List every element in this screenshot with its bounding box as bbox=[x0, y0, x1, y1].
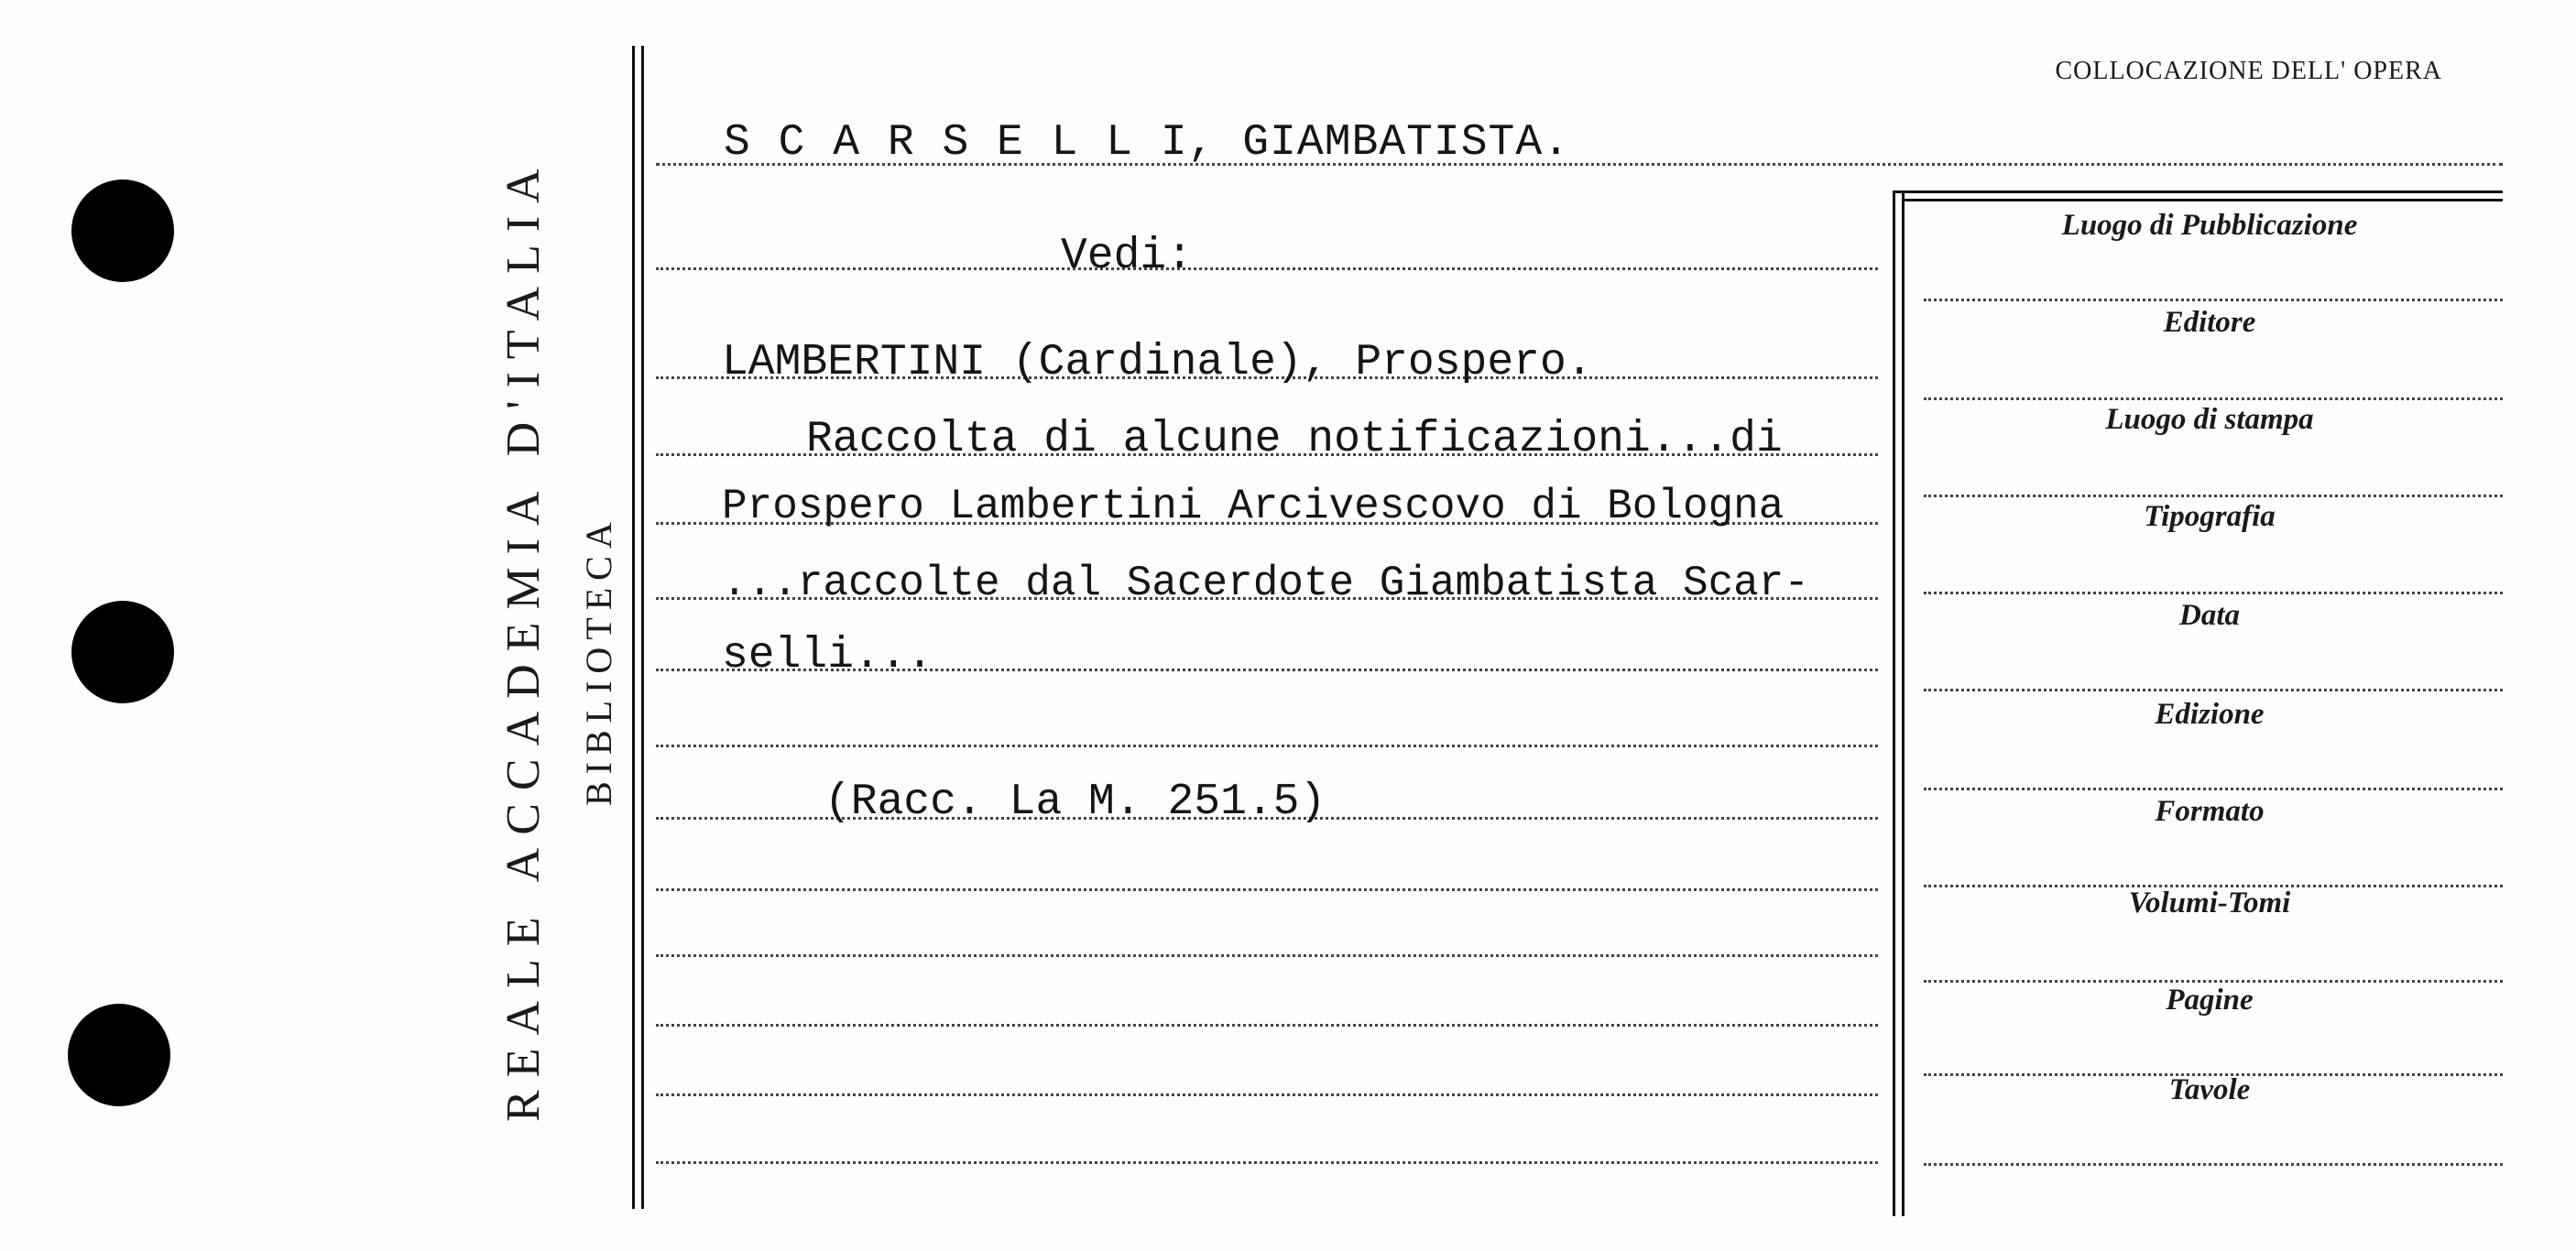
left-rule bbox=[632, 46, 635, 1209]
field-label-edizione: Edizione bbox=[2155, 698, 2265, 731]
field-line bbox=[1924, 980, 2503, 983]
field-panel-top-rule bbox=[1893, 190, 2503, 193]
field-line bbox=[1924, 592, 2503, 594]
shelfmark: (Racc. La M. 251.5) bbox=[824, 778, 1326, 827]
left-rule bbox=[641, 46, 644, 1209]
field-line bbox=[1924, 1163, 2503, 1166]
ruled-line bbox=[656, 954, 1878, 957]
field-line bbox=[1924, 689, 2503, 691]
field-label-luogo-pubblicazione: Luogo di Pubblicazione bbox=[2061, 209, 2358, 242]
referenced-author: LAMBERTINI (Cardinale), Prospero. bbox=[722, 338, 1593, 387]
field-label-tipografia: Tipografia bbox=[2144, 500, 2276, 533]
see-reference: Vedi: bbox=[1061, 232, 1194, 281]
field-label-formato: Formato bbox=[2155, 795, 2265, 828]
punch-hole-bottom bbox=[68, 1004, 170, 1106]
field-label-data: Data bbox=[2179, 599, 2240, 632]
title-line: Raccolta di alcune notificazioni...di bbox=[806, 415, 1783, 464]
field-line bbox=[1924, 397, 2503, 400]
collocation-label: COLLOCAZIONE DELL' OPERA bbox=[2055, 57, 2442, 85]
field-panel-top-rule bbox=[1902, 199, 2503, 201]
ruled-line bbox=[656, 1161, 1878, 1164]
institution-name: REALE ACCADEMIA D'ITALIA bbox=[497, 156, 550, 1122]
punch-hole-top bbox=[71, 179, 174, 282]
ruled-line bbox=[656, 1024, 1878, 1027]
entry-heading: S C A R S E L L I, GIAMBATISTA. bbox=[724, 118, 1570, 168]
ruled-line bbox=[656, 745, 1878, 747]
title-line: Prospero Lambertini Arcivescovo di Bologna bbox=[722, 483, 1785, 530]
punch-hole-middle bbox=[71, 601, 174, 703]
field-label-volumi-tomi: Volumi-Tomi bbox=[2128, 887, 2291, 919]
field-line bbox=[1924, 495, 2503, 497]
field-line bbox=[1924, 299, 2503, 301]
field-line bbox=[1924, 788, 2503, 790]
field-label-tavole: Tavole bbox=[2168, 1073, 2251, 1106]
title-line: selli... bbox=[722, 631, 933, 680]
title-line: ...raccolte dal Sacerdote Giambatista Scar- bbox=[722, 560, 1809, 607]
field-panel-rule bbox=[1902, 190, 1905, 1216]
ruled-line bbox=[656, 888, 1878, 891]
department-name: BIBLIOTECA bbox=[578, 515, 619, 806]
field-panel-rule bbox=[1893, 190, 1895, 1216]
field-label-luogo-stampa: Luogo di stampa bbox=[2105, 403, 2314, 436]
field-label-editore: Editore bbox=[2163, 306, 2256, 339]
ruled-line bbox=[656, 267, 1878, 270]
ruled-line bbox=[656, 1093, 1878, 1096]
field-label-pagine: Pagine bbox=[2166, 984, 2254, 1017]
